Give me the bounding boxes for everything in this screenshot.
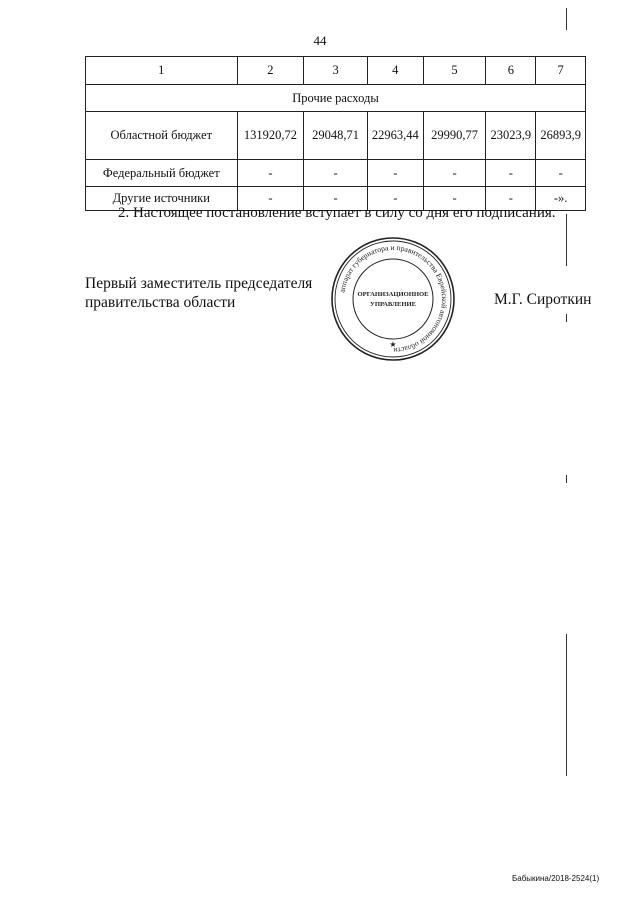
stamp-center-line: УПРАВЛЕНИЕ [369, 301, 417, 308]
column-header: 7 [536, 57, 586, 85]
margin-mark [566, 214, 567, 266]
table-row [86, 112, 586, 160]
column-header: 2 [237, 57, 304, 85]
row-label: Областной бюджет [86, 112, 238, 160]
table-cell: - [423, 187, 486, 211]
table-cell: - [237, 187, 304, 211]
table-cell: -». [536, 187, 586, 211]
table-cell: 29048,71 [304, 112, 368, 160]
column-header: 5 [423, 57, 486, 85]
row-label: Другие источники [86, 187, 238, 211]
stamp-center-line: ОРГАНИЗАЦИОННОЕ [357, 291, 429, 298]
table-cell: - [237, 160, 304, 187]
signer-title-line: Первый заместитель председателя [85, 275, 313, 292]
table-cell: - [423, 160, 486, 187]
margin-mark [566, 8, 567, 30]
table-cell: - [367, 160, 423, 187]
table-cell: - [304, 187, 368, 211]
signer-name: М.Г. Сироткин [494, 291, 592, 308]
table-cell: 23023,9 [486, 112, 536, 160]
signer-title-line: правительства области [85, 294, 236, 311]
section-title: Прочие расходы [86, 85, 586, 112]
official-stamp [329, 235, 457, 363]
footer-reference: Бабыкина/2018-2524(1) [512, 874, 600, 883]
margin-mark [566, 634, 567, 776]
table-row [86, 160, 586, 187]
signer-title [85, 274, 312, 312]
table-cell: 29990,77 [423, 112, 486, 160]
column-header: 6 [486, 57, 536, 85]
section-row [86, 85, 586, 112]
page-number: 44 [313, 33, 327, 48]
table-cell: 26893,9 [536, 112, 586, 160]
stamp-ring-text: аппарат губернатора и правительства Еврейской автономной области [337, 242, 450, 356]
margin-mark [566, 475, 567, 483]
clause-text: 2. Настоящее постановление вступает в силу со дня его подписания. [118, 205, 556, 221]
stamp-star-icon: ★ [389, 340, 397, 349]
table-cell: - [536, 160, 586, 187]
table-header-row [86, 57, 586, 85]
table-cell: - [367, 187, 423, 211]
column-header: 4 [367, 57, 423, 85]
column-header: 3 [304, 57, 368, 85]
table-cell: - [486, 187, 536, 211]
margin-mark [566, 314, 567, 322]
table-cell: - [304, 160, 368, 187]
table-cell: 131920,72 [237, 112, 304, 160]
row-label: Федеральный бюджет [86, 160, 238, 187]
column-header: 1 [86, 57, 238, 85]
table-cell: - [486, 160, 536, 187]
table-cell: 22963,44 [367, 112, 423, 160]
expenses-table [85, 56, 586, 211]
